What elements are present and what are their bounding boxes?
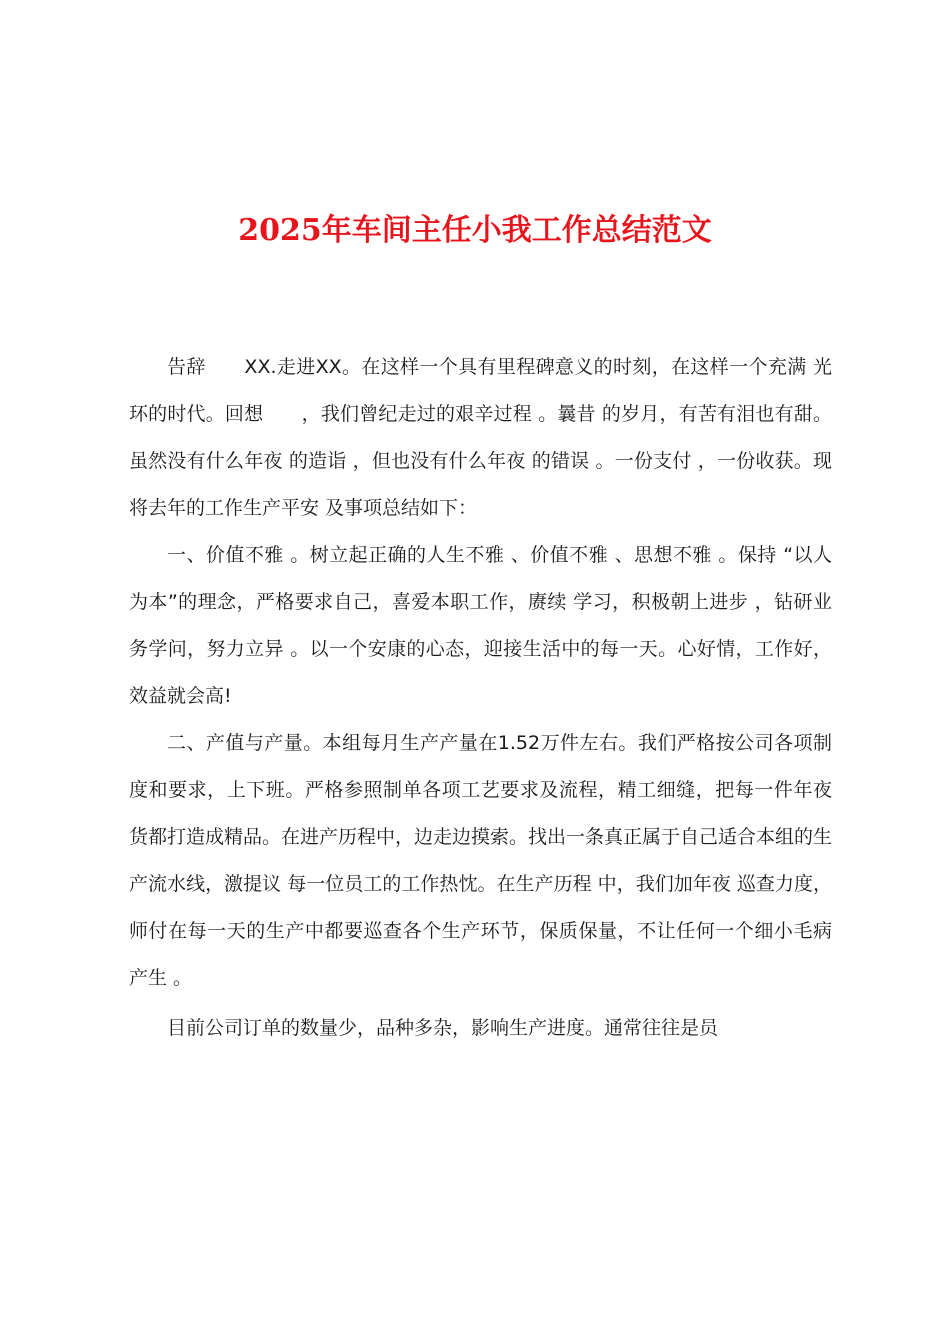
paragraph-output: 二、产值与产量。本组每月生产产量在1.52万件左右。我们严格按公司各项制度和要求，上下班。严格参照制单各项工艺要求及流程，精工细缝，把每一件年夜 货都打造成精品。在进产历程中，边走边摸索。找出一条真正属于自己适合本组的生产流水线，激提议 每一位员工的工作热忱。在生产历程 中，我们加年夜 巡查力度，师付在每一天的生产中都要巡查各个生产环节，保质保量，不让任何一个细小毛病 产生 。 <box>129 732 833 989</box>
document-title: 2025年车间主任小我工作总结范文 <box>238 213 712 248</box>
document-body <box>129 344 832 1052</box>
paragraph-intro: 告辞 XX.走进XX。在这样一个具有里程碑意义的时刻，在这样一个充满 光环的时代。回想 ，我们曾纪走过的艰辛过程 。曩昔 的岁月，有苦有泪也有甜。虽然没有什么年夜 的造诣 ，但也没有什么年夜 的错误 。一份支付 ，一份收获。现将去年的工作生产平安 及事项总结如下： <box>129 356 832 519</box>
paragraph-values: 一、价值不雅 。树立起正确的人生不雅 、价值不雅 、思想不雅 。保持 “以人为本”的理念，严格要求自己，喜爱本职工作，赓续 学习，积极朝上进步 ，钻研业务学问，努力立异 。以一个安康的心态，迎接生活中的每一天。心好情，工作好，效益就会高! <box>129 544 832 707</box>
paragraph-orders: 目前公司订单的数量少，品种多杂，影响生产进度。通常往往是员 <box>167 1017 719 1039</box>
